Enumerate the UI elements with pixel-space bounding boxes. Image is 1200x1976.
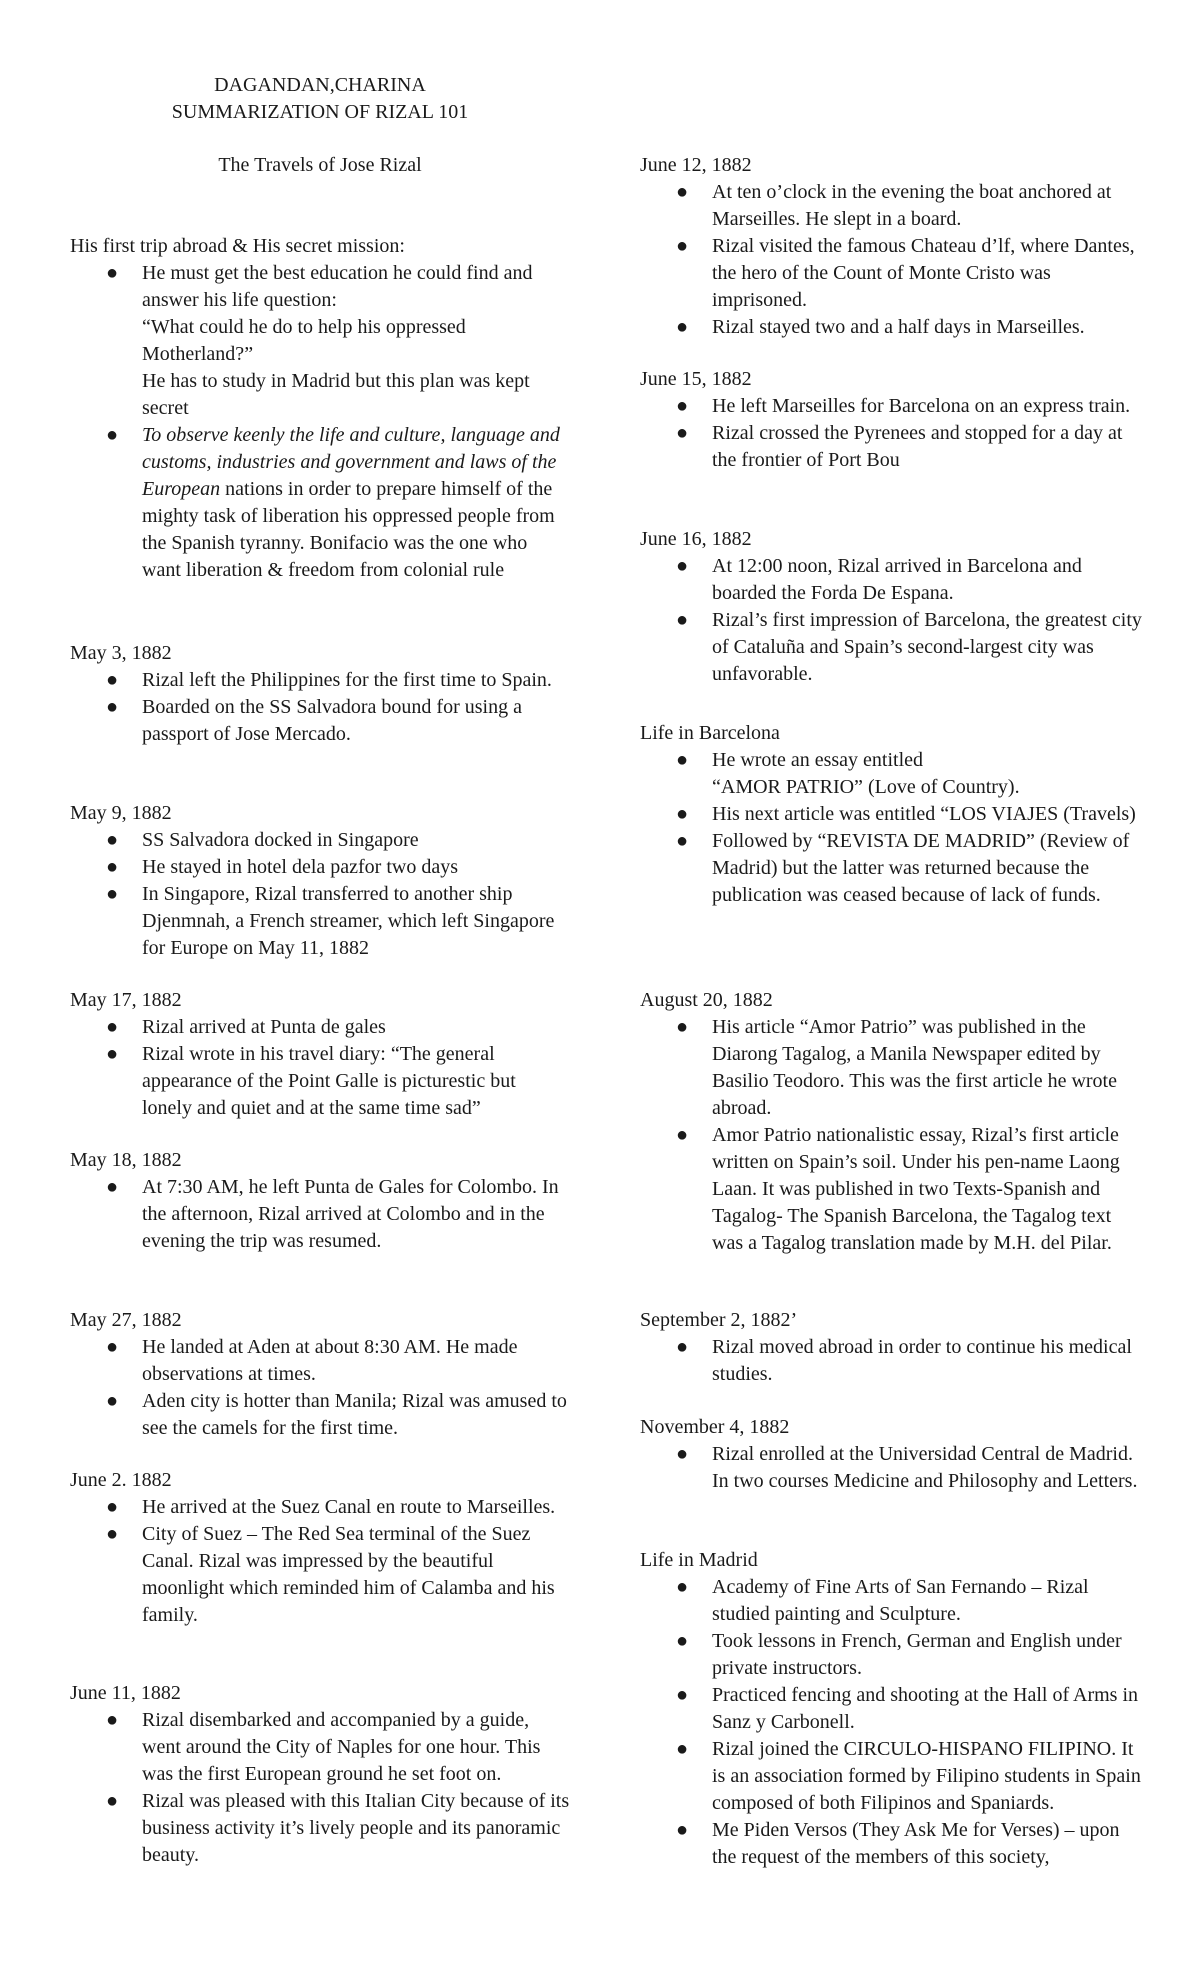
list-item: ● He must get the best education he could find and answer his life question: “What could he do to help his oppressed Motherland?” He has to study in Madrid but this plan was kept secret <box>106 262 533 419</box>
list-item: ● Rizal left the Philippines for the first time to Spain. <box>70 667 570 694</box>
bullet-icon: ● <box>106 1336 119 1358</box>
bullet-icon: ● <box>106 1523 119 1545</box>
section-heading: Life in Madrid <box>640 1549 758 1571</box>
list-item: ● His article “Amor Patrio” was published in the Diarong Tagalog, a Manila Newspaper edited by Basilio Teodoro. This was the first article he wrote abroad. <box>676 1016 1117 1119</box>
italic-text: To observe keenly the life and culture, language and customs, industries and government and laws of the European <box>142 424 560 500</box>
list-item: ● Took lessons in French, German and English under private instructors. <box>676 1630 1122 1679</box>
section-june-12 <box>640 152 1145 341</box>
bullet-icon: ● <box>676 803 689 825</box>
bullet-icon: ● <box>106 1016 119 1038</box>
section-life-in-barcelona <box>640 720 1145 909</box>
list-item: ● Rizal wrote in his travel diary: “The general appearance of the Point Galle is picturestic but lonely and quiet and at the same time sad” <box>106 1043 516 1119</box>
list-item: ● He left Marseilles for Barcelona on an express train. <box>640 393 1145 420</box>
subject-line: SUMMARIZATION OF RIZAL 101 <box>171 101 469 123</box>
bullet-icon: ● <box>676 181 689 203</box>
section-june-16 <box>640 526 1145 688</box>
section-life-in-madrid <box>640 1547 1145 1871</box>
bullet-icon: ● <box>106 1176 119 1198</box>
list-item: ● He arrived at the Suez Canal en route to Marseilles. <box>70 1494 570 1521</box>
list-item: ● Amor Patrio nationalistic essay, Rizal’s first article written on Spain’s soil. Under his pen-name Laong Laan. It was published in two Texts-Spanish and Tagalog- The Spanish Barcelona, the Tagalog text was a Tagalog translation made by M.H. del Pilar. <box>676 1124 1120 1254</box>
bullet-icon: ● <box>106 669 119 691</box>
section-november-4 <box>640 1414 1145 1495</box>
list-item: ● Rizal enrolled at the Universidad Central de Madrid. In two courses Medicine and Philosophy and Letters. <box>676 1443 1138 1492</box>
bullet-icon: ● <box>676 609 689 631</box>
author-name: DAGANDAN,CHARINA <box>214 74 426 96</box>
list-item: ● To observe keenly the life and culture, language and customs, industries and government and laws of the European nations in order to prepare himself of the mighty task of liberation his oppressed people from the Spanish tyranny. Bonifacio was the one who want liberation & freedom from colonial rule <box>106 424 560 581</box>
section-heading: May 27, 1882 <box>70 1309 182 1331</box>
list-item: ● Rizal moved abroad in order to continue his medical studies. <box>676 1336 1132 1385</box>
bullet-icon: ● <box>676 1576 689 1598</box>
bullet-icon: ● <box>106 1496 119 1518</box>
section-september-2 <box>640 1307 1145 1388</box>
bullet-icon: ● <box>106 424 119 446</box>
list-item: ● Rizal crossed the Pyrenees and stopped for a day at the frontier of Port Bou <box>676 422 1123 471</box>
section-heading: June 15, 1882 <box>640 368 752 390</box>
bullet-icon: ● <box>106 856 119 878</box>
section-heading: September 2, 1882’ <box>640 1309 798 1331</box>
section-heading: June 2. 1882 <box>70 1469 172 1491</box>
document-title: The Travels of Jose Rizal <box>218 154 422 176</box>
section-june-2 <box>70 1467 570 1629</box>
bullet-icon: ● <box>676 1124 689 1146</box>
section-heading: June 11, 1882 <box>70 1682 181 1704</box>
list-item: ● City of Suez – The Red Sea terminal of the Suez Canal. Rizal was impressed by the beautiful moonlight which reminded him of Calamba and his family. <box>106 1523 555 1626</box>
list-item: ● Rizal’s first impression of Barcelona, the greatest city of Cataluña and Spain’s second-largest city was unfavorable. <box>676 609 1142 685</box>
list-item: ● SS Salvadora docked in Singapore <box>70 827 570 854</box>
section-june-15 <box>640 366 1145 474</box>
bullet-icon: ● <box>676 1819 689 1841</box>
bullet-icon: ● <box>676 830 689 852</box>
section-heading: Life in Barcelona <box>640 722 780 744</box>
section-heading: August 20, 1882 <box>640 989 773 1011</box>
list-item: ● Rizal was pleased with this Italian City because of its business activity it’s lively people and its panoramic beauty. <box>106 1790 570 1866</box>
list-item: ● Followed by “REVISTA DE MADRID” (Review of Madrid) but the latter was returned because the publication was ceased because of lack of funds. <box>676 830 1130 906</box>
list-item: ● He stayed in hotel dela pazfor two days <box>70 854 570 881</box>
section-heading: May 9, 1882 <box>70 802 172 824</box>
bullet-icon: ● <box>106 1390 119 1412</box>
bullet-icon: ● <box>106 829 119 851</box>
list-item: ● He wrote an essay entitled “AMOR PATRIO” (Love of Country). <box>676 749 1020 798</box>
bullet-icon: ● <box>106 883 119 905</box>
bullet-icon: ● <box>676 1684 689 1706</box>
list-item: ● At 7:30 AM, he left Punta de Gales for Colombo. In the afternoon, Rizal arrived at Colombo and in the evening the trip was resumed. <box>106 1176 559 1252</box>
bullet-icon: ● <box>676 422 689 444</box>
section-heading: November 4, 1882 <box>640 1416 790 1438</box>
bullet-icon: ● <box>106 262 119 284</box>
bullet-icon: ● <box>676 1443 689 1465</box>
bullet-icon: ● <box>676 1738 689 1760</box>
bullet-icon: ● <box>676 555 689 577</box>
bullet-icon: ● <box>676 1336 689 1358</box>
list-item: ● Rizal arrived at Punta de gales <box>70 1014 570 1041</box>
bullet-icon: ● <box>676 316 689 338</box>
bullet-icon: ● <box>676 1630 689 1652</box>
section-august-20 <box>640 987 1145 1257</box>
section-heading: May 3, 1882 <box>70 642 172 664</box>
bullet-icon: ● <box>676 749 689 771</box>
bullet-icon: ● <box>106 1043 119 1065</box>
list-item: ● Me Piden Versos (They Ask Me for Verses) – upon the request of the members of this society, <box>676 1819 1120 1868</box>
list-item: ● Boarded on the SS Salvadora bound for using a passport of Jose Mercado. <box>106 696 522 745</box>
list-item: ● At 12:00 noon, Rizal arrived in Barcelona and boarded the Forda De Espana. <box>676 555 1082 604</box>
list-item: ● Rizal joined the CIRCULO-HISPANO FILIPINO. It is an association formed by Filipino students in Spain composed of both Filipinos and Spaniards. <box>676 1738 1141 1814</box>
section-may-3 <box>70 640 570 748</box>
bullet-icon: ● <box>106 1790 119 1812</box>
list-item: ● Rizal stayed two and a half days in Marseilles. <box>640 314 1145 341</box>
section-heading: June 16, 1882 <box>640 528 752 550</box>
list-item: ● Rizal disembarked and accompanied by a guide, went around the City of Naples for one hour. This was the first European ground he set foot on. <box>106 1709 541 1785</box>
list-item: ● Practiced fencing and shooting at the Hall of Arms in Sanz y Carbonell. <box>676 1684 1139 1733</box>
section-heading: May 17, 1882 <box>70 989 182 1011</box>
section-june-11 <box>70 1680 570 1869</box>
list-item: ● Academy of Fine Arts of San Fernando – Rizal studied painting and Sculpture. <box>676 1576 1089 1625</box>
list-item: ● At ten o’clock in the evening the boat anchored at Marseilles. He slept in a board. <box>676 181 1112 230</box>
list-item: ● He landed at Aden at about 8:30 AM. He made observations at times. <box>106 1336 518 1385</box>
section-heading: May 18, 1882 <box>70 1149 182 1171</box>
section-heading: His first trip abroad & His secret mission: <box>70 235 405 257</box>
bullet-icon: ● <box>676 395 689 417</box>
section-may-17 <box>70 987 570 1122</box>
list-item: ● Aden city is hotter than Manila; Rizal was amused to see the camels for the first time. <box>106 1390 567 1439</box>
list-item: ● In Singapore, Rizal transferred to another ship Djenmnah, a French streamer, which left Singapore for Europe on May 11, 1882 <box>106 883 555 959</box>
list-item: ● Rizal visited the famous Chateau d’lf, where Dantes, the hero of the Count of Monte Cristo was imprisoned. <box>676 235 1135 311</box>
section-may-9 <box>70 800 570 962</box>
bullet-icon: ● <box>106 696 119 718</box>
document-header <box>70 72 570 126</box>
bullet-icon: ● <box>676 1016 689 1038</box>
section-may-18 <box>70 1147 570 1255</box>
section-first-trip <box>70 233 570 584</box>
section-heading: June 12, 1882 <box>640 154 752 176</box>
section-may-27 <box>70 1307 570 1442</box>
list-item: ● His next article was entitled “LOS VIAJES (Travels) <box>640 801 1145 828</box>
bullet-icon: ● <box>676 235 689 257</box>
bullet-icon: ● <box>106 1709 119 1731</box>
